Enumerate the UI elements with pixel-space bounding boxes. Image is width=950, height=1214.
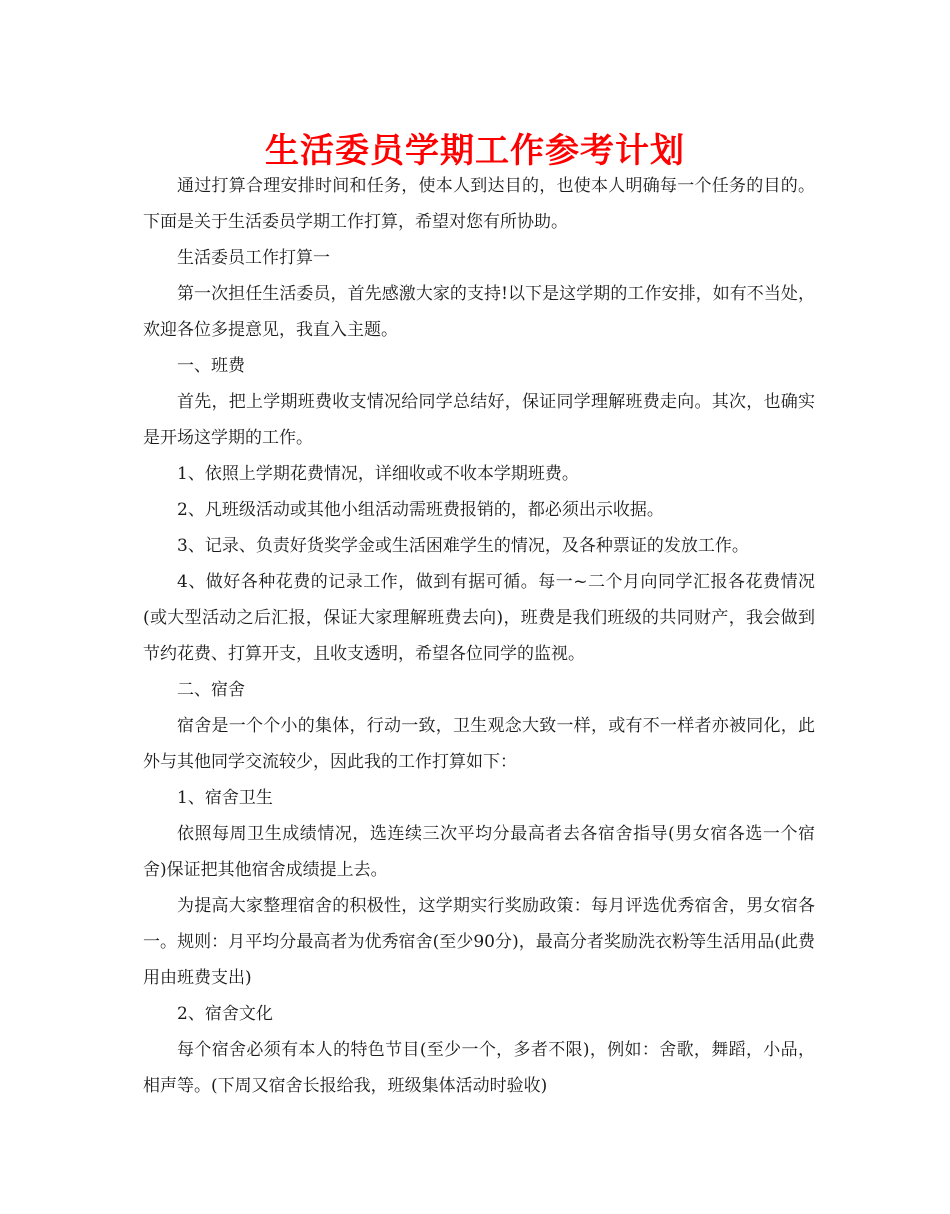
list-item-fee-4: 4、做好各种花费的记录工作，做到有据可循。每一~二个月向同学汇报各花费情况(或大型活动之后汇报，保证大家理解班费去向)，班费是我们班级的共同财产，我会做到节约花费、打算开支，且收支透明，希望各位同学的监视。 [143,572,815,664]
list-item-fee-2: 2、凡班级活动或其他小组活动需班费报销的，都必须出示收据。 [177,500,664,520]
subheading-dorm-hygiene: 1、宿舍卫生 [177,788,273,808]
paragraph-class-fee: 首先，把上学期班费收支情况给同学总结好，保证同学理解班费走向。其次，也确实是开场这学期的工作。 [143,392,815,448]
heading-class-fee: 一、班费 [177,356,245,376]
paragraph-intro: 通过打算合理安排时间和任务，使本人到达目的，也使本人明确每一个任务的目的。下面是关于生活委员学期工作打算，希望对您有所协助。 [143,176,815,232]
paragraph-opening: 第一次担任生活委员，首先感激大家的支持!以下是这学期的工作安排，如有不当处，欢迎各位多提意见，我直入主题。 [143,284,815,340]
document-title: 生活委员学期工作参考计划 [265,131,685,171]
paragraph-dorm-hygiene: 依照每周卫生成绩情况，选连续三次平均分最高者去各宿舍指导(男女宿各选一个宿舍)保证把其他宿舍成绩提上去。 [143,824,815,880]
list-item-fee-3: 3、记录、负责好货奖学金或生活困难学生的情况，及各种票证的发放工作。 [177,536,749,556]
paragraph-dorm-reward: 为提高大家整理宿舍的积极性，这学期实行奖励政策：每月评选优秀宿舍，男女宿各一。规则：月平均分最高者为优秀宿舍(至少90分)，最高分者奖励洗衣粉等生活用品(此费用由班费支出) [143,896,815,988]
subheading-dorm-culture: 2、宿舍文化 [177,1004,273,1024]
paragraph-dormitory: 宿舍是一个个小的集体，行动一致，卫生观念大致一样，或有不一样者亦被同化，此外与其他同学交流较少，因此我的工作打算如下： [143,716,815,772]
heading-dormitory: 二、宿舍 [177,680,245,700]
list-item-fee-1: 1、依照上学期花费情况，详细收或不收本学期班费。 [177,464,579,484]
paragraph-dorm-culture: 每个宿舍必须有本人的特色节目(至少一个，多者不限)，例如：舍歌，舞蹈，小品，相声等。(下周又宿舍长报给我，班级集体活动时验收) [143,1040,815,1096]
document-body [143,168,815,1104]
heading-plan-one: 生活委员工作打算一 [177,248,330,268]
